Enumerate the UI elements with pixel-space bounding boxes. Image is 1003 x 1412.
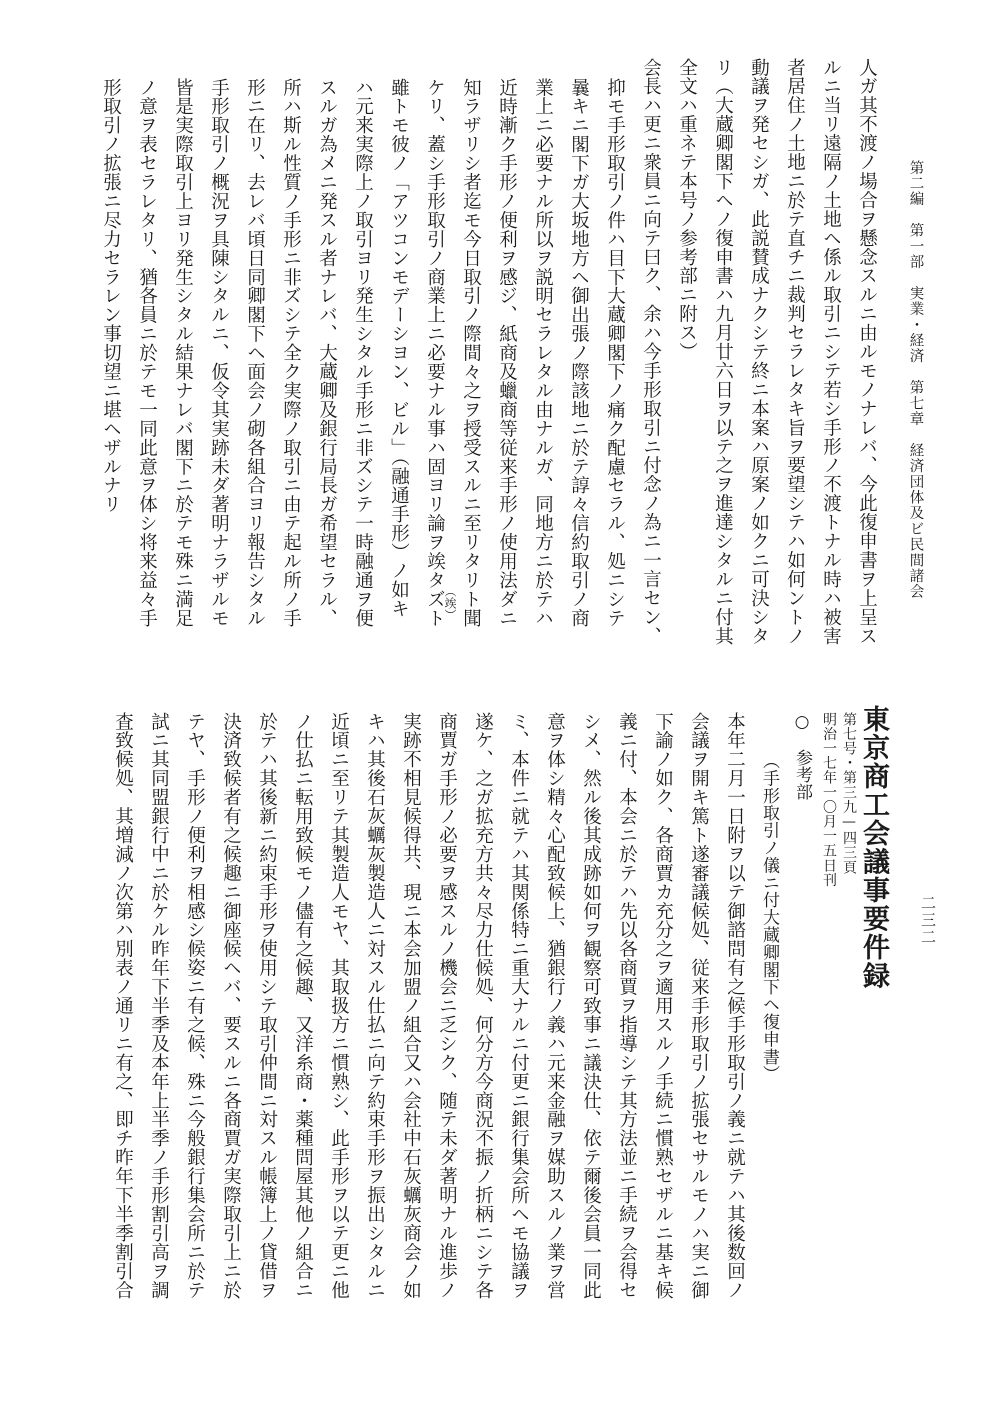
page-number: 二三二 <box>919 895 937 946</box>
upper-line: 所ハ斯ル性質ノ手形ニ非ズシテ全ク実際ノ取引ニ由テ起ル所ノ手 <box>280 78 302 628</box>
lower-line: 実跡不相見候得共、現ニ本会加盟ノ組合又ハ会社中石灰蠣灰商会ノ如 <box>400 712 422 1300</box>
lower-line: シメ、然ル後其成跡如何ヲ観察可致事ニ議決仕、依テ爾後会員一同此 <box>580 712 602 1300</box>
lower-line: 試ニ其同盟銀行中ニ於ケル昨年下半季及本年上半季ノ手形割引高ヲ調 <box>148 712 170 1300</box>
lower-line: 近頃ニ至リテ其製造人モヤ、其取扱方ニ慣熟シ、此手形ヲ以テ更ニ他 <box>328 712 350 1300</box>
upper-line: 者居住ノ土地ニ於テ直チニ裁判セラレタキ旨ヲ要望シテハ如何ントノ <box>784 58 806 646</box>
upper-line: リ（大蔵卿閣下ヘノ復申書ハ九月廿六日ヲ以テ之ヲ進達シタルニ付其 <box>712 58 734 646</box>
upper-line: ノ意ヲ表セラレタリ、猶各員ニ於テモ一同此意ヲ体シ将来益々手 <box>136 78 158 628</box>
lower-line: ミ、本件ニ就テハ其関係特ニ重大ナルニ付更ニ銀行集会所ヘモ協議ヲ <box>508 712 530 1300</box>
upper-line: スルガ為メニ発スル者ナレバ、大蔵卿及銀行局長ガ希望セラル、 <box>316 78 338 628</box>
upper-line: ハ元来実際上ノ取引ヨリ発生シタル手形ニ非ズシテ一時融通ヲ便 <box>352 78 374 628</box>
lower-line: テヤ、手形ノ便利ヲ相感シ候姿ニ有之候、殊ニ今般銀行集会所ニ於テ <box>184 712 206 1300</box>
lower-line: 於テハ其後新ニ約束手形ヲ使用シテ取引仲間ニ対スル帳簿上ノ貸借ヲ <box>256 712 278 1300</box>
source-date: 明治一七年一〇月一五日刊 <box>821 712 837 888</box>
source-issue: 第七号・第三九—四三頁 <box>841 712 857 875</box>
upper-line: 会長ハ更ニ衆員ニ向テ曰ク、余ハ今手形取引ニ付念ノ為ニ一言セン、 <box>640 58 662 646</box>
lower-line: 意ヲ体シ精々心配致候上、猶銀行ノ義ハ元来金融ヲ媒助スルノ業ヲ営 <box>544 712 566 1300</box>
lower-line: 義ニ付、本会ニ於テハ先以各商賈ヲ指導シテ其方法並ニ手続ヲ会得セ <box>616 712 638 1300</box>
upper-line: 全文ハ重ネテ本号ノ参考部ニ附ス） <box>676 58 698 362</box>
lower-line: キハ其後石灰蠣灰製造人ニ対スル仕払ニ向テ約束手形ヲ振出シタルニ <box>364 712 386 1300</box>
annotation-mark: （竢） <box>443 585 457 621</box>
lower-line: 査致候処、其増減ノ次第ハ別表ノ通リニ有之、即チ昨年下半季割引合 <box>112 712 134 1300</box>
document-title: 東京商工会議事要件録 <box>858 705 889 990</box>
upper-line: 形ニ在リ、去レバ頃日同卿閣下ヘ面会ノ砌各組合ヨリ報告シタル <box>244 78 266 628</box>
lower-line: 下諭ノ如ク、各商賈カ充分之ヲ適用スルノ手続ニ慣熟セザルニ基キ候 <box>652 712 674 1300</box>
upper-line: 動議ヲ発セシガ、此説賛成ナクシテ終ニ本案ハ原案ノ如クニ可決シタ <box>748 58 770 646</box>
upper-line: 知ラザリシ者迄モ今日取引ノ際間々之ヲ授受スルニ至リタリト聞 <box>460 78 482 628</box>
upper-line: 抑モ手形取引ノ件ハ目下大蔵卿閣下ノ痛ク配慮セラル、処ニシテ <box>604 78 626 628</box>
upper-line: 手形取引ノ概況ヲ具陳シタルニ、仮令其実跡未ダ著明ナラザルモ <box>208 78 230 628</box>
lower-line: ノ仕払ニ転用致候モノ儘有之候趣、又洋糸商・薬種問屋其他ノ組合ニ <box>292 712 314 1300</box>
upper-line: 人ガ其不渡ノ場合ヲ懸念スルニ由ルモノナレバ、今此復申書ヲ上呈ス <box>856 58 878 646</box>
upper-line: 雖トモ彼ノ「アツコンモデーシヨン、ビル」（融通手形）ノ如キ <box>388 78 410 619</box>
lower-line: 会議ヲ開キ篤ト遂審議候処、従来手形取引ノ拡張セサルモノハ実ニ御 <box>688 712 710 1300</box>
lower-line: 決済致候者有之候趣ニ御座候ヘバ、要スルニ各商賈ガ実際取引上ニ於 <box>220 712 242 1300</box>
lower-line: 商賈ガ手形ノ必要ヲ感スルノ機会ニ乏シク、随テ未ダ著明ナル進歩ノ <box>436 712 458 1300</box>
upper-line: 形取引ノ拡張ニ尽力セラレン事切望ニ堪ヘザルナリ <box>100 78 122 514</box>
upper-line: 業上ニ必要ナル所以ヲ説明セラレタル由ナルガ、同地方ニ於テハ <box>532 78 554 628</box>
reference-marker: ○ 参考部 <box>792 712 812 800</box>
lower-line: 本年二月一日附ヲ以テ御諮問有之候手形取引ノ義ニ就テハ其後数回ノ <box>724 712 746 1300</box>
upper-line: 近時漸ク手形ノ便利ヲ感ジ、紙商及蠟商等従来手形ノ使用法ダニ <box>496 78 518 628</box>
running-header: 第二編 第一部 実業・経済 第七章 経済団体及ビ民間諸会 <box>907 160 924 600</box>
upper-line: ルニ当リ遠隔ノ土地ヘ係ル取引ニシテ若シ手形ノ不渡トナル時ハ被害 <box>820 58 842 646</box>
subtitle: （手形取引ノ儀ニ付大蔵卿閣下ヘ復申書） <box>759 752 779 1083</box>
upper-line: ケリ、蓋シ手形取引ノ商業上ニ必要ナル事ハ固ヨリ論ヲ竢タズト <box>424 78 446 628</box>
lower-line: 遂ケ、之ガ拡充方共々尽力仕候処、何分方今商況不振ノ折柄ニシテ各 <box>472 712 494 1300</box>
upper-line: 皆是実際取引上ヨリ発生シタル結果ナレバ閣下ニ於テモ殊ニ満足 <box>172 78 194 628</box>
upper-line: 曩キニ閣下ガ大坂地方ヘ御出張ノ際該地ニ於テ諄々信約取引ノ商 <box>568 78 590 628</box>
